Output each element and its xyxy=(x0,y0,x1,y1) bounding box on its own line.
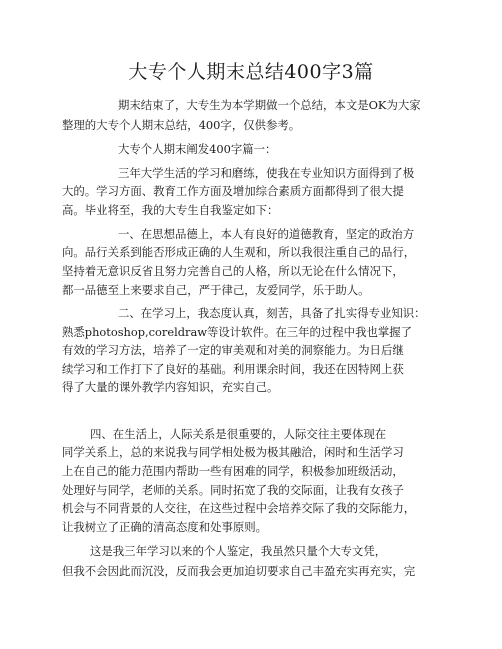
paragraph-line: 三年大学生活的学习和磨练，使我在专业知识方面得到了极 xyxy=(118,166,415,180)
paragraph-line: 有效的学习方法，培养了一定的审美观和对美的洞察能力。为日后继 xyxy=(62,343,404,357)
paragraph-line: 高。毕业将至，我的大专生自我鉴定如下： xyxy=(62,203,279,217)
paragraph-line: 上在自己的能力范围内帮助一些有困难的同学，积极参加班级活动， xyxy=(62,464,404,478)
paragraph-line: 处理好与同学，老师的关系。同时拓宽了我的交际面，让我有女孩子 xyxy=(62,483,404,497)
paragraph-line: 续学习和工作打下了良好的基础。利用课余时间，我还在因特网上获 xyxy=(62,362,404,376)
paragraph-line: 同学关系上，总的来说我与同学相处极为极其融洽，闲时和生活学习 xyxy=(62,445,404,459)
paragraph-line: 一、在思想品德上，本人有良好的道德教育，坚定的政治方 xyxy=(118,227,415,241)
paragraph-line: 大的。学习方面、教育工作方面及增加综合素质方面都得到了很大提 xyxy=(62,184,404,198)
paragraph-line: 向。品行关系到能否形成正确的人生观和，所以我很注重自己的品行， xyxy=(62,245,416,259)
paragraph-line: 熟悉photoshop,coreldraw等设计软件。在三年的过程中我也掌握了 xyxy=(62,325,413,339)
paragraph-line: 坚持着无意识反省且努力完善自己的人格，所以无论在什么情况下， xyxy=(62,264,404,278)
intro-line: 整理的大专个人期末总结，400字，仅供参考。 xyxy=(62,118,301,132)
paragraph-line: 让我树立了正确的清高态度和处事原则。 xyxy=(62,520,268,534)
paragraph-line: 这是我三年学习以来的个人鉴定，我虽然只量个大专文凭， xyxy=(90,544,387,558)
intro-line: 期末结束了，大专生为本学期做一个总结，本文是OK为大家 xyxy=(118,98,421,112)
paragraph-line: 都一品德至上来要求自己，严于律己，友爱同学，乐于助人。 xyxy=(62,283,370,297)
document-title: 大专个人期末总结400字3篇 xyxy=(128,61,374,83)
paragraph-line: 得了大量的课外教学内容知识，充实自己。 xyxy=(62,380,279,394)
paragraph-line: 二、在学习上，我态度认真，刻苦，具备了扎实得专业知识： xyxy=(118,306,426,320)
paragraph-line: 四、在生活上，人际关系是很重要的，人际交往主要体现在 xyxy=(90,427,387,441)
section-heading: 大专个人期末阐发400字篇一： xyxy=(118,142,277,156)
paragraph-line: 机会与不同背景的人交往，在这些过程中会培养交际了我的交际能力， xyxy=(62,501,416,515)
paragraph-line: 但我不会因此而沉没，反而我会更加迫切要求自己丰盈充实再充实，完 xyxy=(62,564,416,578)
